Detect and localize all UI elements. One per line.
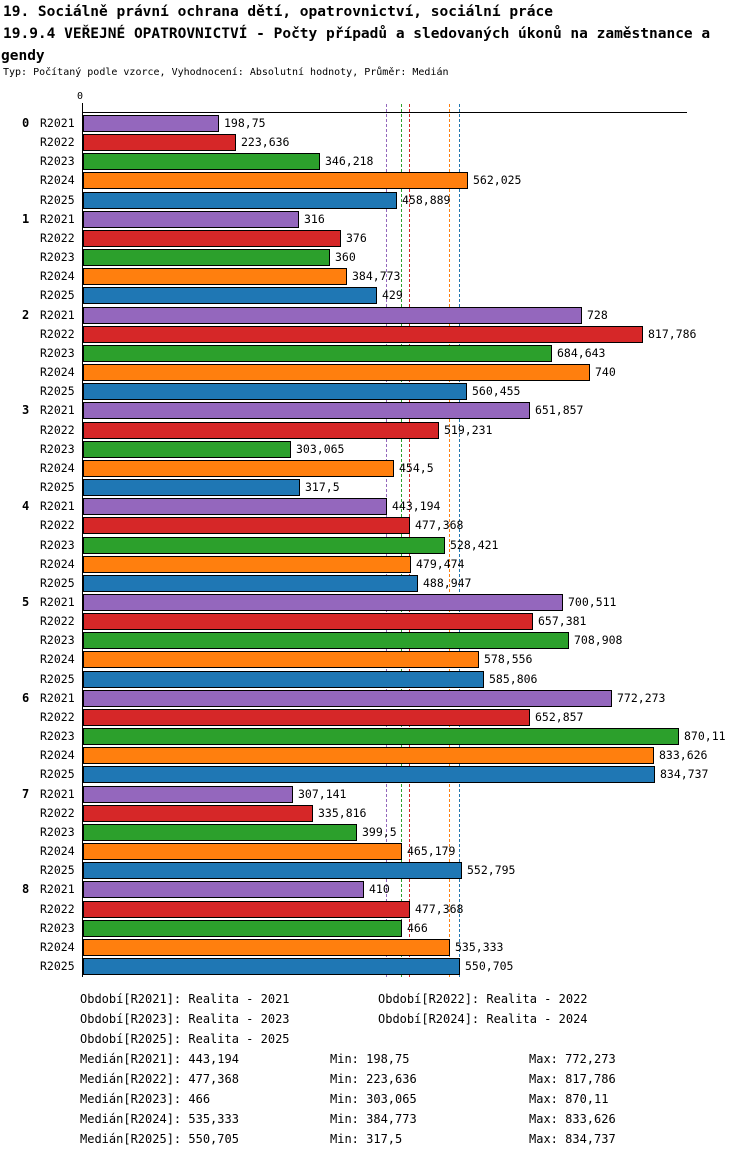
bar-value-label: 700,511 (568, 595, 617, 609)
bar-value-label: 317,5 (305, 480, 340, 494)
bar-value-label: 384,773 (352, 269, 401, 283)
series-row-label: R2023 (40, 633, 75, 647)
bar-value-label: 728 (587, 308, 608, 322)
bar-value-label: 833,626 (659, 748, 708, 762)
bar-group4-r2023 (83, 537, 445, 554)
bar-group2-r2024 (83, 364, 590, 381)
bar-group2-r2022 (83, 326, 643, 343)
bar-value-label: 307,141 (298, 787, 347, 801)
series-row-label: R2023 (40, 825, 75, 839)
bar-value-label: 562,025 (473, 173, 522, 187)
bar-group3-r2025 (83, 479, 300, 496)
series-row-label: R2024 (40, 173, 75, 187)
bar-group8-r2023 (83, 920, 402, 937)
bar-group6-r2021 (83, 690, 612, 707)
stat-min-value: Min: 317,5 (330, 1132, 403, 1146)
x-axis-line (82, 112, 687, 113)
bar-value-label: 585,806 (489, 672, 538, 686)
bar-group2-r2025 (83, 383, 467, 400)
series-row-label: R2023 (40, 729, 75, 743)
stat-median-value: Medián[R2021]: 443,194 (80, 1052, 239, 1066)
series-row-label: R2025 (40, 959, 75, 973)
bar-group2-r2021 (83, 307, 582, 324)
bar-value-label: 466 (407, 921, 428, 935)
bar-value-label: 657,381 (538, 614, 587, 628)
series-row-label: R2023 (40, 442, 75, 456)
series-row-label: R2022 (40, 231, 75, 245)
bar-value-label: 346,218 (325, 154, 374, 168)
bar-value-label: 684,643 (557, 346, 606, 360)
category-group-label: 8 (22, 882, 30, 896)
series-row-label: R2024 (40, 748, 75, 762)
bar-value-label: 652,857 (535, 710, 584, 724)
series-row-label: R2022 (40, 327, 75, 341)
bar-value-label: 528,421 (450, 538, 499, 552)
series-row-label: R2025 (40, 193, 75, 207)
bar-value-label: 552,795 (467, 863, 516, 877)
bar-group3-r2023 (83, 441, 291, 458)
stat-min-value: Min: 223,636 (330, 1072, 417, 1086)
series-row-label: R2024 (40, 652, 75, 666)
legend-entry: Období[R2025]: Realita - 2025 (80, 1032, 290, 1046)
report-subtitle: Typ: Počítaný podle vzorce, Vyhodnocení: Absolutní hodnoty, Průměr: Medián (3, 67, 449, 78)
stat-median-value: Medián[R2024]: 535,333 (80, 1112, 239, 1126)
bar-group7-r2021 (83, 786, 293, 803)
bar-group7-r2024 (83, 843, 402, 860)
series-row-label: R2022 (40, 423, 75, 437)
bar-group1-r2021 (83, 211, 299, 228)
bar-value-label: 303,065 (296, 442, 345, 456)
bar-group7-r2023 (83, 824, 357, 841)
bar-value-label: 708,908 (574, 633, 623, 647)
legend-entry: Období[R2022]: Realita - 2022 (378, 992, 588, 1006)
bar-group5-r2023 (83, 632, 569, 649)
bar-group5-r2025 (83, 671, 484, 688)
series-row-label: R2021 (40, 882, 75, 896)
bar-group3-r2024 (83, 460, 394, 477)
bar-value-label: 360 (335, 250, 356, 264)
stat-min-value: Min: 198,75 (330, 1052, 410, 1066)
bar-group6-r2025 (83, 766, 655, 783)
series-row-label: R2025 (40, 384, 75, 398)
bar-value-label: 458,889 (402, 193, 451, 207)
bar-value-label: 465,179 (407, 844, 456, 858)
bar-value-label: 479,474 (416, 557, 465, 571)
bar-group4-r2022 (83, 517, 410, 534)
bar-value-label: 477,368 (415, 518, 464, 532)
bar-group3-r2022 (83, 422, 439, 439)
bar-group1-r2025 (83, 287, 377, 304)
legend-entry: Období[R2021]: Realita - 2021 (80, 992, 290, 1006)
series-row-label: R2021 (40, 403, 75, 417)
bar-group6-r2022 (83, 709, 530, 726)
bar-value-label: 870,11 (684, 729, 726, 743)
bar-group0-r2025 (83, 192, 397, 209)
series-row-label: R2021 (40, 212, 75, 226)
bar-group0-r2023 (83, 153, 320, 170)
series-row-label: R2021 (40, 116, 75, 130)
bar-group6-r2023 (83, 728, 679, 745)
stat-min-value: Min: 303,065 (330, 1092, 417, 1106)
bar-value-label: 488,947 (423, 576, 472, 590)
series-row-label: R2025 (40, 288, 75, 302)
category-group-label: 2 (22, 308, 30, 322)
bar-group4-r2025 (83, 575, 418, 592)
series-row-label: R2024 (40, 461, 75, 475)
bar-value-label: 550,705 (465, 959, 514, 973)
series-row-label: R2025 (40, 863, 75, 877)
bar-group5-r2022 (83, 613, 533, 630)
bar-value-label: 817,786 (648, 327, 697, 341)
series-row-label: R2022 (40, 614, 75, 628)
stat-max-value: Max: 772,273 (529, 1052, 616, 1066)
stat-median-value: Medián[R2023]: 466 (80, 1092, 211, 1106)
category-group-label: 6 (22, 691, 30, 705)
bar-value-label: 651,857 (535, 403, 584, 417)
bar-value-label: 519,231 (444, 423, 493, 437)
bar-group6-r2024 (83, 747, 654, 764)
legend-entry: Období[R2024]: Realita - 2024 (378, 1012, 588, 1026)
bar-value-label: 410 (369, 882, 390, 896)
series-row-label: R2022 (40, 518, 75, 532)
bar-group8-r2021 (83, 881, 364, 898)
category-group-label: 3 (22, 403, 30, 417)
bar-group5-r2024 (83, 651, 479, 668)
series-row-label: R2023 (40, 250, 75, 264)
bar-value-label: 335,816 (318, 806, 367, 820)
bar-group4-r2021 (83, 498, 387, 515)
series-row-label: R2022 (40, 710, 75, 724)
series-row-label: R2024 (40, 365, 75, 379)
bar-value-label: 316 (304, 212, 325, 226)
category-group-label: 0 (22, 116, 30, 130)
series-row-label: R2022 (40, 902, 75, 916)
legend-entry: Období[R2023]: Realita - 2023 (80, 1012, 290, 1026)
bar-group7-r2025 (83, 862, 462, 879)
stat-max-value: Max: 870,11 (529, 1092, 609, 1106)
bar-group7-r2022 (83, 805, 313, 822)
bar-value-label: 198,75 (224, 116, 266, 130)
category-group-label: 7 (22, 787, 30, 801)
series-row-label: R2022 (40, 806, 75, 820)
series-row-label: R2023 (40, 346, 75, 360)
report-title-line2: 19.9.4 VEŘEJNÉ OPATROVNICTVÍ - Počty případů a sledovaných úkonů na zaměstnance a (3, 26, 711, 42)
series-row-label: R2022 (40, 135, 75, 149)
bar-group0-r2024 (83, 172, 468, 189)
series-row-label: R2025 (40, 767, 75, 781)
stat-min-value: Min: 384,773 (330, 1112, 417, 1126)
bar-value-label: 223,636 (241, 135, 290, 149)
bar-value-label: 443,194 (392, 499, 441, 513)
stat-max-value: Max: 833,626 (529, 1112, 616, 1126)
bar-group1-r2024 (83, 268, 347, 285)
series-row-label: R2025 (40, 576, 75, 590)
bar-value-label: 740 (595, 365, 616, 379)
category-group-label: 5 (22, 595, 30, 609)
report-title-line3: gendy (1, 48, 45, 64)
bar-group8-r2024 (83, 939, 450, 956)
x-axis-zero-tick-label: 0 (77, 91, 84, 102)
series-row-label: R2021 (40, 787, 75, 801)
series-row-label: R2023 (40, 921, 75, 935)
bar-value-label: 454,5 (399, 461, 434, 475)
category-group-label: 4 (22, 499, 30, 513)
bar-value-label: 399,5 (362, 825, 397, 839)
series-row-label: R2024 (40, 940, 75, 954)
stat-median-value: Medián[R2025]: 550,705 (80, 1132, 239, 1146)
category-group-label: 1 (22, 212, 30, 226)
series-row-label: R2025 (40, 480, 75, 494)
bar-value-label: 772,273 (617, 691, 666, 705)
bar-value-label: 376 (346, 231, 367, 245)
series-row-label: R2023 (40, 538, 75, 552)
stat-max-value: Max: 834,737 (529, 1132, 616, 1146)
bar-value-label: 560,455 (472, 384, 521, 398)
bar-group1-r2022 (83, 230, 341, 247)
series-row-label: R2021 (40, 499, 75, 513)
series-row-label: R2025 (40, 672, 75, 686)
bar-value-label: 477,368 (415, 902, 464, 916)
series-row-label: R2024 (40, 557, 75, 571)
series-row-label: R2023 (40, 154, 75, 168)
bar-group0-r2022 (83, 134, 236, 151)
series-row-label: R2024 (40, 844, 75, 858)
series-row-label: R2024 (40, 269, 75, 283)
stat-median-value: Medián[R2022]: 477,368 (80, 1072, 239, 1086)
bar-group8-r2022 (83, 901, 410, 918)
bar-group3-r2021 (83, 402, 530, 419)
bar-group1-r2023 (83, 249, 330, 266)
stat-max-value: Max: 817,786 (529, 1072, 616, 1086)
bar-group5-r2021 (83, 594, 563, 611)
bar-value-label: 578,556 (484, 652, 533, 666)
bar-group2-r2023 (83, 345, 552, 362)
series-row-label: R2021 (40, 691, 75, 705)
series-row-label: R2021 (40, 595, 75, 609)
report-title-line1: 19. Sociálně právní ochrana dětí, opatrovnictví, sociální práce (3, 4, 553, 20)
bar-value-label: 429 (382, 288, 403, 302)
bar-group0-r2021 (83, 115, 219, 132)
series-row-label: R2021 (40, 308, 75, 322)
bar-value-label: 834,737 (660, 767, 709, 781)
bar-group8-r2025 (83, 958, 460, 975)
bar-value-label: 535,333 (455, 940, 504, 954)
bar-group4-r2024 (83, 556, 411, 573)
